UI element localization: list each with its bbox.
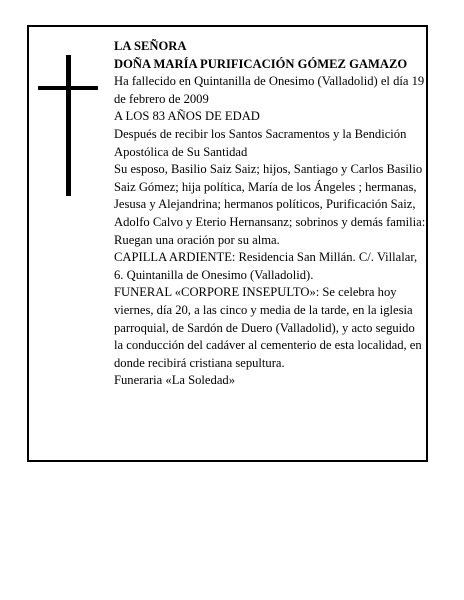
obituary-text: [114, 38, 426, 390]
sacraments-line: Después de recibir los Santos Sacramentos y la Bendición Apostólica de Su Santidad: [114, 126, 407, 159]
age-line: A LOS 83 AÑOS DE EDAD: [114, 109, 260, 124]
prayer-line: Ruegan una oración por su alma.: [114, 232, 280, 247]
death-info: Ha fallecido en Quintanilla de Onesimo (Valladolid) el día 19 de febrero de 2009: [114, 74, 425, 106]
cross-horizontal-bar: [38, 86, 98, 90]
chapel-info: CAPILLA ARDIENTE: Residencia San Millán. C/. Villalar, 6. Quintanilla de Onesimo (Valladolid).: [114, 250, 418, 282]
title-line-1: LA SEÑORA: [114, 39, 187, 53]
funeral-home: Funeraria «La Soledad»: [114, 373, 235, 388]
cross-vertical-bar: [66, 55, 71, 196]
funeral-info: FUNERAL «CORPORE INSEPULTO»: Se celebra hoy viernes, día 20, a las cinco y media de la tarde, en la iglesia parroquial, de Sardón de Duero (Valladolid), y acto seguido la conducción del cadáver al cementerio de esta localidad, en donde recibirá cristiana sepultura.: [114, 285, 422, 370]
deceased-name: DOÑA MARÍA PURIFICACIÓN GÓMEZ GAMAZO: [114, 56, 408, 71]
family-list: Su esposo, Basilio Saiz Saiz; hijos, Santiago y Carlos Basilio Saiz Gómez; hija política, María de los Ángeles ; hermanas, Jesusa y Alejandrina; hermanos políticos, Purificación Saiz, Adolfo Calvo y Eterio Hernansanz; sobrinos y demás familia:: [114, 162, 426, 229]
